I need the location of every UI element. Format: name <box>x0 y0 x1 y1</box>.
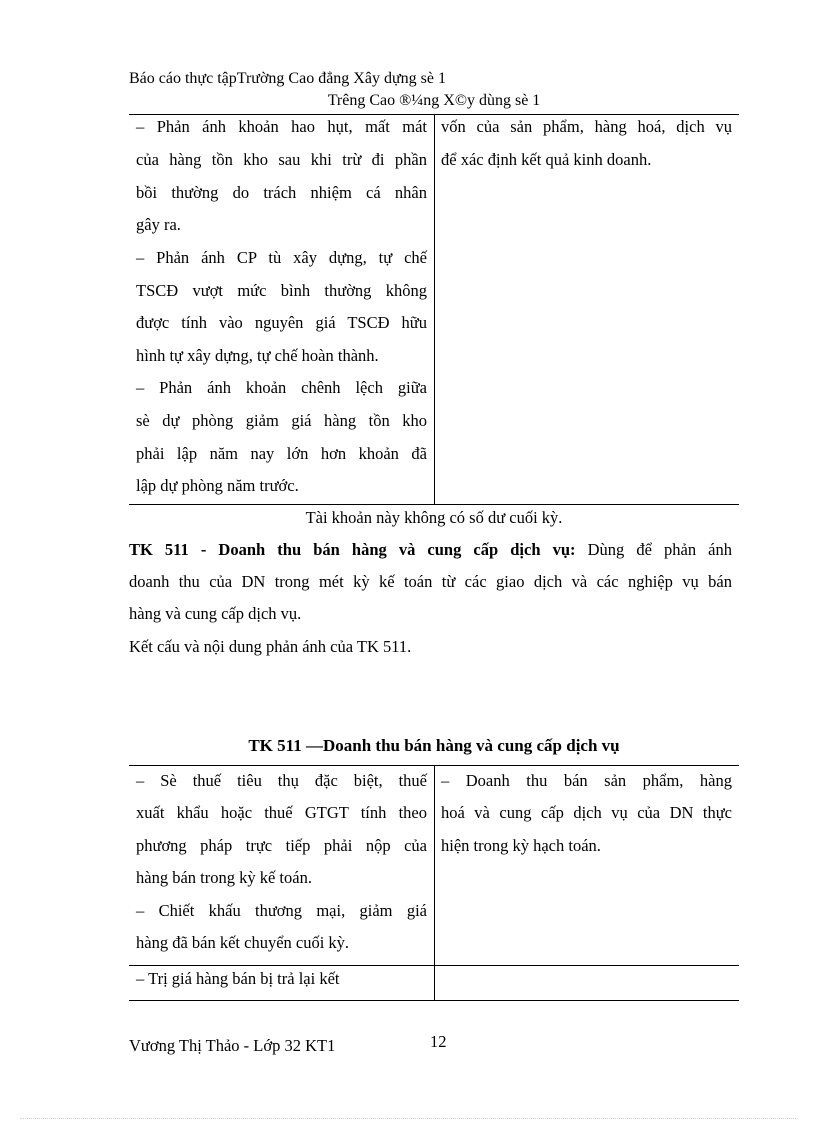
table-2-left-line: – Chiết khấu thương mại, giảm giá <box>136 901 427 920</box>
table-2-right-line: – Doanh thu bán sản phẩm, hàng <box>441 771 732 790</box>
table-1-left-line: phải lập năm nay lớn hơn khoản đã <box>136 444 427 463</box>
table-2-title: TK 511 —Doanh thu bán hàng và cung cấp dịch vụ <box>248 736 620 755</box>
tk511-definition-line: doanh thu của DN trong mét kỳ kế toán từ các giao dịch và các nghiệp vụ bán <box>129 572 732 591</box>
table-1-right-line: để xác định kết quả kinh doanh. <box>441 150 652 169</box>
table-1-left-line: của hàng tồn kho sau khi trừ đi phần <box>136 150 427 169</box>
table-1-left-line: lập dự phòng năm trước. <box>136 476 299 495</box>
table-1-left-line: – Phản ánh khoản hao hụt, mất mát <box>136 117 427 136</box>
tk511-definition-line <box>129 539 732 561</box>
no-balance-note: Tài khoản này không có số dư cuối kỳ. <box>305 508 563 527</box>
table-1-left-line: hình tự xây dựng, tự chế hoàn thành. <box>136 346 379 365</box>
tk511-definition-line: hàng và cung cấp dịch vụ. <box>129 604 302 623</box>
table-1-left-line: gây ra. <box>136 215 181 234</box>
table-1-bottom-border <box>129 504 739 505</box>
page-edge-dotted-line <box>20 1118 796 1119</box>
table-2-left-line: phương pháp trực tiếp phải nộp của <box>136 836 427 855</box>
table-1-left-line: được tính vào nguyên giá TSCĐ hữu <box>136 313 427 332</box>
table-2-left-line: – Sè thuế tiêu thụ đặc biệt, thuế <box>136 771 427 790</box>
table-1-left-line: TSCĐ vượt mức bình thường không <box>136 281 427 300</box>
table-2-left-line: hàng bán trong kỳ kế toán. <box>136 868 312 887</box>
table-2-left-line: hàng đã bán kết chuyển cuối kỳ. <box>136 933 350 952</box>
table-2-left-line: xuất khẩu hoặc thuế GTGT tính theo <box>136 803 427 822</box>
table-1-left-line: sè dự phòng giảm giá hàng tồn kho <box>136 411 427 430</box>
table-2-right-line: hoá và cung cấp dịch vụ của DN thực <box>441 803 732 822</box>
page-number: 12 <box>430 1032 447 1051</box>
structure-intro: Kết cấu và nội dung phản ánh của TK 511. <box>129 637 412 656</box>
table-2-right-line: hiện trong kỳ hạch toán. <box>441 836 601 855</box>
running-header: Báo cáo thực tậpTrường Cao đẳng Xây dựng sè 1 <box>129 70 446 87</box>
table-1-column-divider <box>434 114 435 504</box>
table-2-row-border <box>129 965 739 966</box>
table-2-bottom-border <box>129 1000 739 1001</box>
table-2-row2-left: – Trị giá hàng bán bị trả lại kết <box>136 969 340 988</box>
table-1-left-line: – Phản ánh khoản chênh lệch giữa <box>136 378 427 397</box>
table-1-left-line: bồi thường do trách nhiệm cá nhân <box>136 183 427 202</box>
table-1-left-line: – Phản ánh CP tù xây dựng, tự chế <box>136 248 427 267</box>
running-header-garbled: Trêng Cao ®¼ng X©y dùng sè 1 <box>327 92 541 109</box>
tk511-definition-start: Dùng để phản ánh <box>575 540 733 559</box>
tk511-term: TK 511 - Doanh thu bán hàng và cung cấp dịch vụ: <box>129 540 576 559</box>
table-1-right-line: vốn của sản phẩm, hàng hoá, dịch vụ <box>441 117 732 136</box>
footer-author: Vương Thị Thảo - Lớp 32 KT1 <box>129 1036 336 1055</box>
